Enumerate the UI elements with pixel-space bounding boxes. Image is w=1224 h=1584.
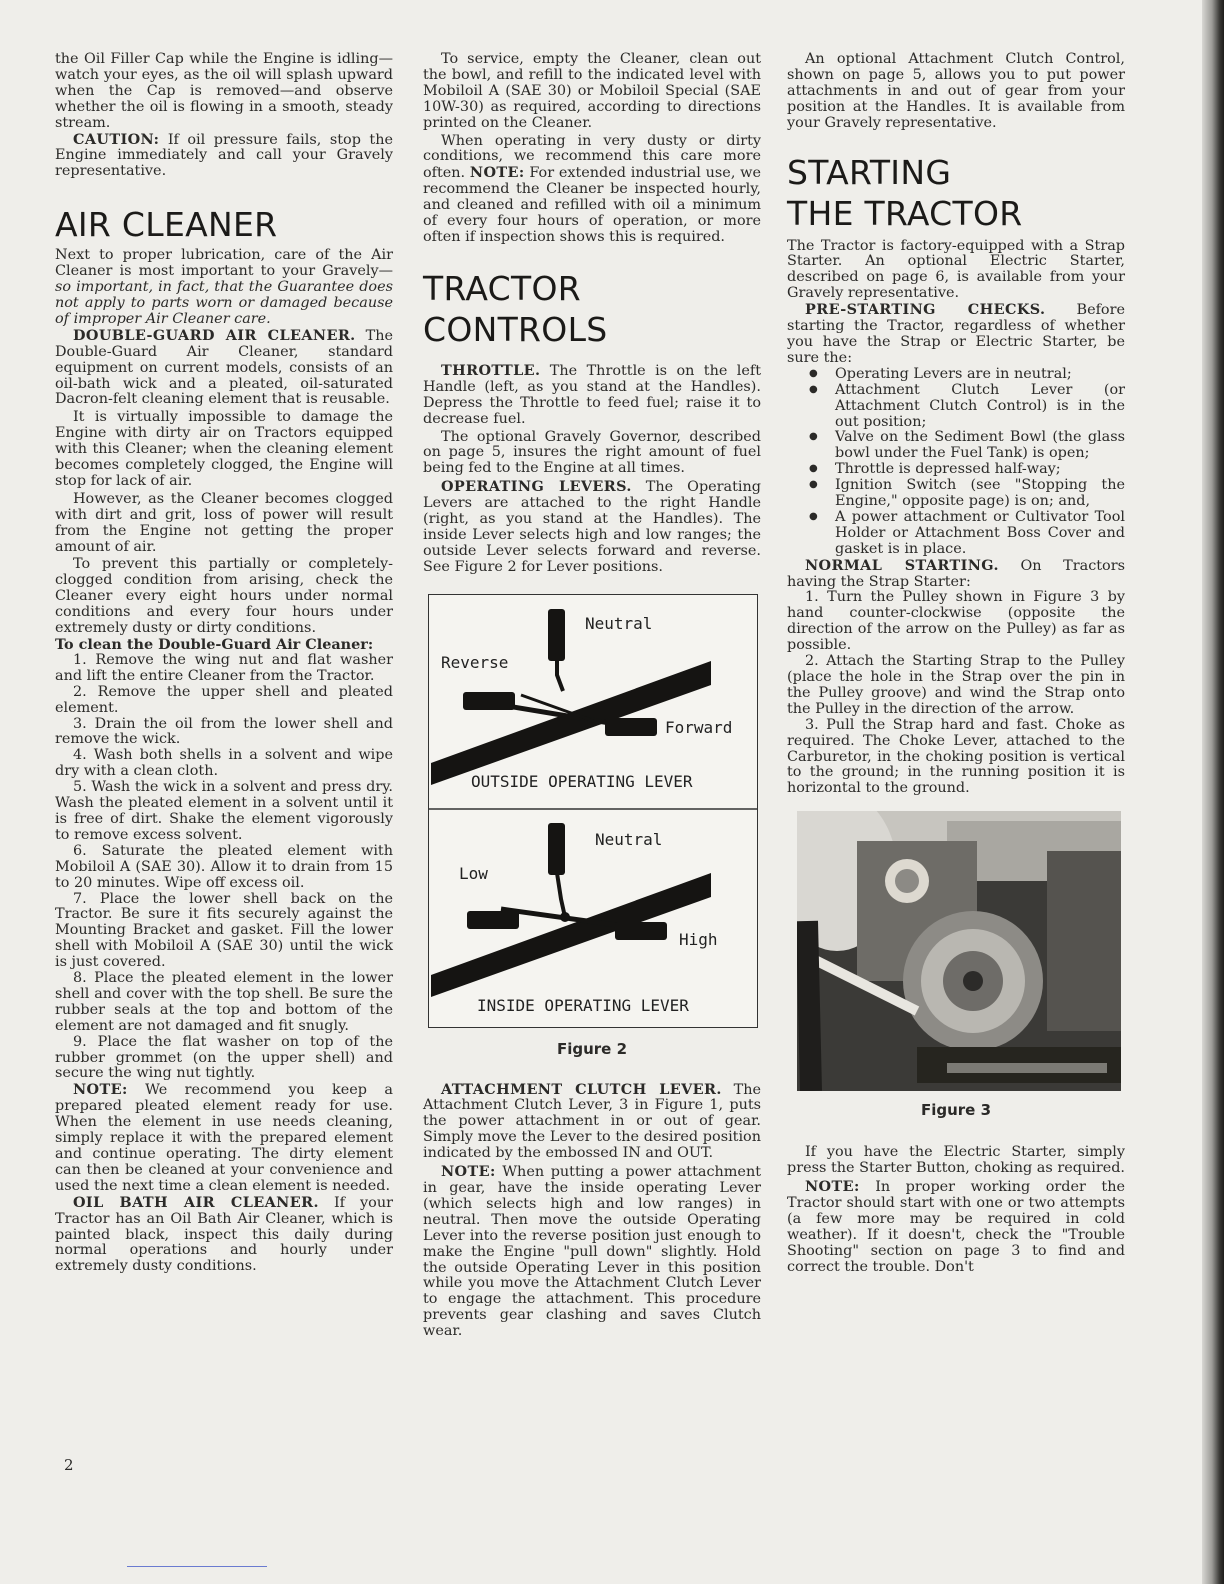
outside-reverse-label: Reverse: [441, 652, 509, 672]
clean-step: 7. Place the lower shell back on the Tractor. Be sure it fits securely against the Mounting Bracket and gasket. Fill the lower shell with Mobiloil A (SAE 30) until the wick is just covered.: [55, 890, 393, 971]
attachment-clutch-paragraph: [423, 1082, 761, 1163]
note-text: We recommend you keep a prepared pleated element ready for use. When the element in use needs cleaning, simply replace it with the prepared element and continue operating. The dirty element can then be cleaned at your convenience and used the next time a clean element is needed.: [55, 1082, 393, 1194]
spare-element-note: [55, 1082, 393, 1194]
clutch-note-paragraph: [423, 1164, 761, 1340]
strap-starter-photo-svg: [797, 811, 1121, 1091]
checklist-item: ● Throttle is depressed half-way;: [835, 462, 1125, 478]
clutch-note-label: NOTE:: [441, 1163, 496, 1181]
clean-step: 1. Remove the wing nut and flat washer and lift the entire Cleaner from the Tractor.: [55, 651, 393, 684]
normal-starting-paragraph: [787, 558, 1125, 591]
starting-step: 1. Turn the Pulley shown in Figure 3 by hand counter-clockwise (opposite the direction of the arrow on the Pulley) as far as possible.: [787, 589, 1125, 654]
underline-mark: [127, 1566, 267, 1567]
double-guard-label: DOUBLE-GUARD AIR CLEANER.: [73, 326, 356, 344]
starting-note-paragraph: [787, 1179, 1125, 1275]
inside-low-label: Low: [459, 863, 488, 883]
figure-2-caption: Figure 2: [556, 1039, 628, 1058]
dusty-conditions-paragraph: [423, 134, 761, 246]
service-note-text: For extended industrial use, we recommend the Cleaner be inspected hourly, and cleaned and refilled with oil a minimum of every four hours of operation, or more often if inspection shows this is required.: [423, 165, 761, 245]
dusty-text: When operating in very dusty or dirty conditions, we recommend this care more often.: [423, 132, 761, 182]
clean-step: 8. Place the pleated element in the lower shell and cover with the top shell. Be sure the rubber seals at the top and bottom of the element are not damaged and fit snugly.: [55, 970, 393, 1034]
inside-lever-caption: INSIDE OPERATING LEVER: [477, 995, 689, 1015]
outside-neutral-label: Neutral: [585, 613, 653, 633]
checklist-item: ● A power attachment or Cultivator Tool Holder or Attachment Boss Cover and gasket is in place.: [835, 510, 1125, 558]
lever-diagram-svg: [429, 595, 757, 1027]
outside-lever-stem: [557, 659, 563, 691]
attachment-clutch-label: ATTACHMENT CLUTCH LEVER.: [441, 1080, 722, 1098]
electric-starter-paragraph: If you have the Electric Starter, simply press the Starter Button, choking as required.: [787, 1144, 1126, 1177]
page-number: 2: [64, 1456, 74, 1474]
throttle-paragraph: [423, 363, 761, 428]
clogging-paragraph: However, as the Cleaner becomes clogged with dirt and grit, loss of power will result from the Engine not getting the proper amount of air.: [55, 490, 393, 555]
clean-step: 4. Wash both shells in a solvent and wipe dry with a clean cloth.: [55, 747, 393, 780]
double-guard-paragraph: [55, 328, 393, 409]
factory-starter-paragraph: The Tractor is factory-equipped with a Strap Starter. An optional Electric Starter, described on page 6, is available from your Gravely representative.: [787, 237, 1125, 302]
pre-starting-checklist: [787, 367, 1125, 558]
clean-procedure-title: To clean the Double-Guard Air Cleaner:: [55, 636, 374, 653]
outside-forward-label: Forward: [665, 717, 733, 737]
checklist-item: ● Valve on the Sediment Bowl (the glass bowl under the Fuel Tank) is open;: [835, 430, 1125, 462]
clean-step: 6. Saturate the pleated element with Mobiloil A (SAE 30). Allow it to drain from 15 to 20 minutes. Wipe off excess oil.: [55, 842, 393, 891]
clean-step: 2. Remove the upper shell and pleated element.: [55, 683, 393, 716]
starting-note-text: In proper working order the Tractor should start with one or two attempts (a few more may be required in cold weather). If it doesn't, check the "Trouble Shooting" section on page 3 to find and correct the trouble. Don't: [787, 1178, 1125, 1275]
column-left: [55, 52, 393, 1275]
pre-starting-label: PRE-STARTING CHECKS.: [805, 301, 1046, 319]
inside-high-label: High: [679, 929, 718, 949]
oil-bath-text: If your Tractor has an Oil Bath Air Cleaner, which is painted black, inspect this daily during normal operations and hourly under extremely dusty conditions.: [55, 1194, 393, 1275]
clean-step: 9. Place the flat washer on top of the rubber grommet (on the upper shell) and secure the wing nut tightly.: [55, 1033, 393, 1082]
service-paragraph: To service, empty the Cleaner, clean out the bowl, and refill to the indicated level with Mobiloil A (SAE 30) or Mobiloil Special (SAE 10W-30) as required, according to directions printed on the Cleaner.: [423, 51, 761, 131]
oil-bath-label: OIL BATH AIR CLEANER.: [73, 1193, 319, 1211]
tractor-controls-heading-2: CONTROLS: [423, 309, 608, 349]
oil-bath-paragraph: [55, 1195, 393, 1276]
caution-label: CAUTION:: [73, 130, 160, 148]
starting-heading-1: STARTING: [787, 152, 952, 192]
inside-handle-bar: [431, 873, 711, 997]
starting-steps-list: [787, 590, 1125, 797]
starting-step: 2. Attach the Starting Strap to the Pulley (place the hole in the Strap over the pin in the Pulley groove) and wind the Strap onto the Pulley in the direction of the arrow.: [787, 653, 1125, 717]
clean-step: 3. Drain the oil from the lower shell and remove the wick.: [55, 715, 393, 748]
starting-note-label: NOTE:: [805, 1177, 860, 1195]
normal-starting-text: On Tractors having the Strap Starter:: [787, 557, 1125, 590]
clean-step: 5. Wash the wick in a solvent and press dry. Wash the pleated element in a solvent until it is free of dirt. Shake the element vigorously to remove excess solvent.: [55, 779, 393, 843]
outside-neutral-grip: [548, 609, 565, 661]
guarantee-warning: so important, in fact, that the Guarantee does not apply to parts worn or damaged because of improper Air Cleaner care.: [55, 279, 393, 327]
checklist-item: ● Operating Levers are in neutral;: [835, 367, 1125, 383]
outside-lever-caption: OUTSIDE OPERATING LEVER: [471, 771, 693, 791]
normal-starting-label: NORMAL STARTING.: [805, 556, 999, 574]
inside-neutral-grip: [548, 823, 565, 875]
inside-high-grip: [615, 922, 667, 940]
air-cleaner-heading: AIR CLEANER: [55, 205, 278, 245]
damage-paragraph: It is virtually impossible to damage the Engine with dirty air on Tractors equipped with this Cleaner; when the cleaning element becomes completely clogged, the Engine will stop for lack of air.: [55, 409, 393, 489]
oil-filler-paragraph: the Oil Filler Cap while the Engine is idling—watch your eyes, as the oil will splash upward when the Cap is removed—and observe whether the oil is flowing in a smooth, steady stream.: [55, 51, 393, 131]
page-binding-edge: [1202, 0, 1224, 1584]
outside-reverse-grip: [463, 692, 515, 710]
column-right: [787, 52, 1125, 1275]
figure-3-caption: Figure 3: [920, 1101, 992, 1120]
optional-clutch-control-paragraph: An optional Attachment Clutch Control, shown on page 5, allows you to put power attachments in and out of gear from your position at the Handles. It is available from your Gravely representative.: [787, 51, 1125, 131]
tractor-controls-heading-1: TRACTOR: [423, 268, 581, 308]
column-middle: [423, 52, 761, 1340]
checklist-item: ● Ignition Switch (see "Stopping the Engine," opposite page) is on; and,: [835, 478, 1125, 510]
double-guard-text: The Double-Guard Air Cleaner, standard equipment on current models, consists of an oil-bath wick and a pleated, oil-saturated Dacron-felt cleaning element that is reusable.: [55, 327, 393, 408]
starting-heading-2: THE TRACTOR: [787, 193, 1023, 233]
throttle-text: The Throttle is on the left Handle (left, as you stand at the Handles). Depress the Throttle to feed fuel; raise it to decrease fuel.: [423, 362, 761, 427]
starting-step: 3. Pull the Strap hard and fast. Choke as required. The Choke Lever, attached to the Carburetor, in the choking position is vertical to the ground; in the running position it is horizontal to the ground.: [787, 716, 1125, 797]
inside-neutral-label: Neutral: [595, 829, 663, 849]
pre-starting-text: Before starting the Tractor, regardless of whether you have the Strap or Electric Starter, be sure the:: [787, 302, 1125, 366]
governor-paragraph: The optional Gravely Governor, described on page 5, insures the right amount of fuel being fed to the Engine at all times.: [423, 428, 761, 477]
inside-lever-stem: [557, 873, 565, 917]
clean-steps-list: [55, 653, 393, 1082]
caution-text: If oil pressure fails, stop the Engine immediately and call your Gravely representative.: [55, 131, 393, 180]
attachment-clutch-text: The Attachment Clutch Lever, 3 in Figure 1, puts the power attachment in or out of gear. Simply move the Lever to the desired position indicated by the embossed IN and OUT.: [423, 1081, 761, 1162]
air-cleaner-intro: [55, 248, 393, 328]
service-note-label: NOTE:: [469, 164, 525, 182]
prevent-paragraph: To prevent this partially or completely-clogged condition from arising, check the Cleaner every eight hours under normal conditions and every four hours under extremely dusty or dirty conditions.: [55, 556, 393, 637]
air-cleaner-intro-text: Next to proper lubrication, care of the Air Cleaner is most important to your Gravely—: [55, 247, 393, 280]
outside-forward-grip: [605, 718, 657, 736]
pre-starting-paragraph: [787, 302, 1125, 367]
operating-levers-paragraph: [423, 479, 761, 575]
operating-levers-label: OPERATING LEVERS.: [441, 478, 632, 496]
inside-low-grip: [467, 911, 519, 929]
figure-3-photo: [797, 811, 1121, 1091]
clutch-note-text: When putting a power attachment in gear, have the inside operating Lever (which selects high and low ranges) in neutral. Then move the outside Operating Lever into the reverse position just enough to make the Engine "pull down" slightly. Hold the outside Operating Lever in this position while you move the Attachment Clutch Lever to engage the attachment. This procedure prevents gear clashing and saves Clutch wear.: [423, 1164, 761, 1340]
note-label: NOTE:: [73, 1081, 128, 1099]
figure-2-diagram: [428, 594, 758, 1028]
throttle-label: THROTTLE.: [441, 361, 541, 379]
checklist-item: ● Attachment Clutch Lever (or Attachment Clutch Control) is in the out position;: [835, 383, 1125, 431]
operating-levers-text: The Operating Levers are attached to the right Handle (right, as you stand at the Handles). The inside Lever selects high and low ranges; the outside Lever selects forward and reverse. See Figure 2 for Lever positions.: [423, 479, 761, 575]
caution-paragraph: [55, 132, 393, 181]
inside-lever-pivot: [560, 912, 570, 922]
